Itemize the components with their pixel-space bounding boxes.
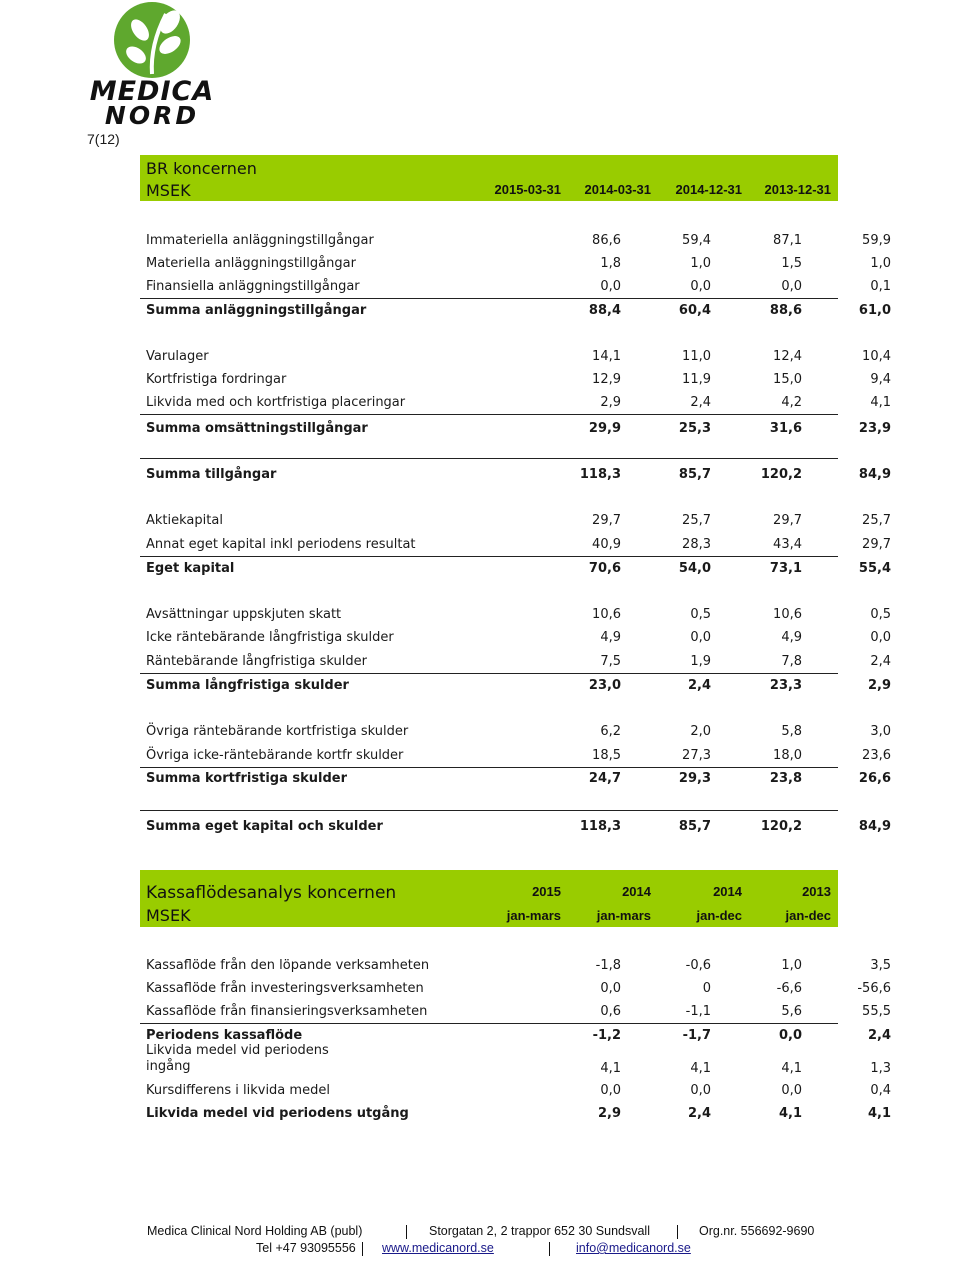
row-value: 1,5 — [781, 256, 802, 271]
table-row — [140, 510, 891, 532]
row-value: 60,4 — [678, 303, 711, 318]
leaf-emblem-icon — [82, 0, 222, 80]
row-value: 2,4 — [687, 1106, 711, 1121]
footer-separator — [406, 1225, 407, 1239]
row-value: 23,9 — [858, 421, 891, 436]
row-label: Kassaflöde från finansieringsverksamheten — [146, 1004, 428, 1019]
row-value: 88,6 — [769, 303, 802, 318]
row-value: 4,1 — [690, 1061, 711, 1076]
table-row — [140, 955, 891, 977]
row-value: 10,4 — [862, 349, 891, 364]
row-label: Räntebärande långfristiga skulder — [146, 654, 367, 669]
balance-col-3: 2014-12-31 — [675, 182, 742, 197]
row-label: Kassaflöde från investeringsverksamheten — [146, 981, 424, 996]
row-value: 54,0 — [678, 561, 711, 576]
row-value: 0,0 — [690, 1083, 711, 1098]
row-value: 59,4 — [682, 233, 711, 248]
row-value: 29,9 — [588, 421, 621, 436]
cashflow-year-3: 2014 — [713, 884, 742, 899]
row-value: 59,9 — [862, 233, 891, 248]
row-value: 1,0 — [690, 256, 711, 271]
row-value: 1,0 — [781, 958, 802, 973]
table-row — [140, 675, 891, 697]
row-value: -6,6 — [776, 981, 802, 996]
row-value: 23,0 — [588, 678, 621, 693]
row-label: Likvida med och kortfristiga placeringar — [146, 395, 406, 410]
row-label: Summa kortfristiga skulder — [146, 771, 348, 786]
row-value: 87,1 — [773, 233, 802, 248]
row-value: 29,3 — [678, 771, 711, 786]
row-value: 0,0 — [600, 981, 621, 996]
table-row — [140, 558, 891, 580]
row-value: 2,4 — [690, 395, 711, 410]
row-label: Kortfristiga fordringar — [146, 372, 287, 387]
cashflow-year-4: 2013 — [802, 884, 831, 899]
row-label: Aktiekapital — [146, 513, 223, 528]
row-value: 14,1 — [592, 349, 621, 364]
balance-col-1: 2015-03-31 — [494, 182, 561, 197]
row-value: 84,9 — [858, 819, 891, 834]
row-value: 0,0 — [781, 1083, 802, 1098]
row-label: Eget kapital — [146, 561, 235, 576]
row-value: 2,4 — [687, 678, 711, 693]
table-row — [140, 627, 891, 649]
row-value: 2,9 — [597, 1106, 621, 1121]
footer-website-link[interactable]: www.medicanord.se — [382, 1241, 494, 1255]
row-value: 0,0 — [870, 630, 891, 645]
balance-col-2: 2014-03-31 — [584, 182, 651, 197]
cashflow-period-1: jan-mars — [506, 908, 561, 923]
table-row — [140, 392, 891, 415]
row-label: Annat eget kapital inkl periodens resultat — [146, 537, 416, 552]
table-row — [140, 978, 891, 1000]
row-value: 120,2 — [760, 467, 802, 482]
row-value: 0,0 — [690, 630, 711, 645]
row-value: 10,6 — [773, 607, 802, 622]
row-value: 1,3 — [870, 1061, 891, 1076]
row-value: 0,0 — [690, 279, 711, 294]
row-value: -1,7 — [682, 1028, 711, 1043]
row-label: Periodens kassaflöde — [146, 1028, 303, 1043]
row-value: 43,4 — [773, 537, 802, 552]
row-value: 18,5 — [592, 748, 621, 763]
row-label: Övriga icke-räntebärande kortfr skulder — [146, 748, 404, 763]
row-value: 4,1 — [867, 1106, 891, 1121]
row-value: 11,9 — [682, 372, 711, 387]
row-value: 3,0 — [870, 724, 891, 739]
divider-line — [140, 810, 838, 811]
row-value: 3,5 — [870, 958, 891, 973]
row-value: 0,5 — [870, 607, 891, 622]
balance-col-4: 2013-12-31 — [764, 182, 831, 197]
row-value: 73,1 — [769, 561, 802, 576]
row-value: 28,3 — [682, 537, 711, 552]
row-value: 1,9 — [690, 654, 711, 669]
row-label: Summa eget kapital och skulder — [146, 819, 383, 834]
row-value: 31,6 — [769, 421, 802, 436]
row-value: 2,4 — [867, 1028, 891, 1043]
row-value: -56,6 — [857, 981, 891, 996]
cashflow-period-3: jan-dec — [696, 908, 742, 923]
row-value: 25,3 — [678, 421, 711, 436]
row-value: 85,7 — [678, 819, 711, 834]
row-value: -0,6 — [685, 958, 711, 973]
balance-sheet-header — [140, 155, 838, 201]
row-value: 11,0 — [682, 349, 711, 364]
logo-text-medica: MEDICA — [89, 76, 215, 107]
row-label: Materiella anläggningstillgångar — [146, 256, 356, 271]
row-value: 88,4 — [588, 303, 621, 318]
cashflow-unit: MSEK — [146, 906, 191, 925]
row-value: 55,4 — [858, 561, 891, 576]
row-label: Avsättningar uppskjuten skatt — [146, 607, 342, 622]
row-value: 0,1 — [870, 279, 891, 294]
row-value: 4,1 — [870, 395, 891, 410]
row-value: 118,3 — [579, 819, 621, 834]
row-label: Icke räntebärande långfristiga skulder — [146, 630, 394, 645]
row-value: -1,2 — [592, 1028, 621, 1043]
logo-text-nord: NORD — [104, 101, 200, 130]
table-row — [140, 816, 891, 838]
row-value: 0,0 — [600, 279, 621, 294]
row-value: 2,0 — [690, 724, 711, 739]
row-value: 9,4 — [870, 372, 891, 387]
row-value: 120,2 — [760, 819, 802, 834]
row-value: 12,9 — [592, 372, 621, 387]
row-value: 4,9 — [600, 630, 621, 645]
row-value: 4,1 — [600, 1061, 621, 1076]
table-row — [140, 464, 891, 486]
row-value: 15,0 — [773, 372, 802, 387]
row-value: 23,6 — [862, 748, 891, 763]
row-value: 0,5 — [690, 607, 711, 622]
row-value: 0,0 — [600, 1083, 621, 1098]
row-label: Immateriella anläggningstillgångar — [146, 233, 374, 248]
row-value: 10,6 — [592, 607, 621, 622]
row-value: 84,9 — [858, 467, 891, 482]
row-value: 25,7 — [682, 513, 711, 528]
row-label: Summa omsättningstillgångar — [146, 421, 368, 436]
table-row — [140, 230, 891, 252]
row-value: -1,1 — [685, 1004, 711, 1019]
row-value: 27,3 — [682, 748, 711, 763]
footer-address: Storgatan 2, 2 trappor 652 30 Sundsvall — [429, 1224, 650, 1238]
divider-line — [140, 458, 838, 459]
cashflow-header — [140, 870, 838, 927]
row-label: Likvida medel vid periodens utgång — [146, 1106, 409, 1121]
row-label: Summa tillgångar — [146, 467, 277, 482]
cashflow-year-2: 2014 — [622, 884, 651, 899]
row-value: 2,9 — [600, 395, 621, 410]
row-label: Summa anläggningstillgångar — [146, 303, 367, 318]
row-value: 12,4 — [773, 349, 802, 364]
row-value: 4,2 — [781, 395, 802, 410]
cashflow-title: Kassaflödesanalys koncernen — [146, 883, 397, 903]
table-row — [140, 651, 891, 674]
row-value: 2,4 — [870, 654, 891, 669]
row-label: Kassaflöde från den löpande verksamheten — [146, 958, 430, 973]
row-value: -1,8 — [595, 958, 621, 973]
row-value: 0,4 — [870, 1083, 891, 1098]
table-row — [140, 534, 891, 557]
cashflow-period-4: jan-dec — [785, 908, 831, 923]
row-value: 29,7 — [592, 513, 621, 528]
row-value: 29,7 — [773, 513, 802, 528]
row-value: 24,7 — [588, 771, 621, 786]
footer-company: Medica Clinical Nord Holding AB (publ) — [147, 1224, 363, 1238]
footer-email-link[interactable]: info@medicanord.se — [576, 1241, 691, 1255]
table-row — [140, 346, 891, 368]
cashflow-period-2: jan-mars — [596, 908, 651, 923]
row-value: 5,6 — [781, 1004, 802, 1019]
table-row — [140, 418, 891, 440]
row-value: 29,7 — [862, 537, 891, 552]
row-value: 0 — [702, 981, 711, 996]
row-value: 70,6 — [588, 561, 621, 576]
table-row — [140, 1080, 891, 1102]
table-row — [140, 276, 891, 299]
row-value: 0,0 — [781, 279, 802, 294]
row-value: 6,2 — [600, 724, 621, 739]
row-value: 55,5 — [862, 1004, 891, 1019]
row-value: 5,8 — [781, 724, 802, 739]
row-value: 18,0 — [773, 748, 802, 763]
row-value: 4,1 — [781, 1061, 802, 1076]
table-row — [140, 721, 891, 743]
row-value: 4,1 — [778, 1106, 802, 1121]
row-value: 61,0 — [858, 303, 891, 318]
table-row — [140, 768, 891, 790]
page-footer — [0, 1224, 960, 1258]
page-number: 7(12) — [87, 131, 120, 147]
row-value: 1,0 — [870, 256, 891, 271]
row-value: 118,3 — [579, 467, 621, 482]
row-value: 23,3 — [769, 678, 802, 693]
balance-title: BR koncernen — [146, 159, 257, 178]
row-value: 25,7 — [862, 513, 891, 528]
table-row — [140, 300, 891, 322]
row-value: 1,8 — [600, 256, 621, 271]
table-row — [140, 745, 891, 768]
company-logo — [82, 0, 222, 130]
row-label: Likvida medel vid periodens ingång — [146, 1043, 329, 1074]
row-value: 2,9 — [867, 678, 891, 693]
row-label: Övriga räntebärande kortfristiga skulder — [146, 724, 409, 739]
table-row — [140, 1043, 891, 1079]
row-value: 7,8 — [781, 654, 802, 669]
row-value: 0,0 — [778, 1028, 802, 1043]
footer-separator — [549, 1242, 550, 1256]
table-row — [140, 604, 891, 626]
table-row — [140, 1001, 891, 1024]
table-row — [140, 1103, 891, 1125]
row-value: 40,9 — [592, 537, 621, 552]
row-value: 0,6 — [600, 1004, 621, 1019]
row-value: 85,7 — [678, 467, 711, 482]
row-value: 86,6 — [592, 233, 621, 248]
row-label: Varulager — [146, 349, 209, 364]
footer-separator — [677, 1225, 678, 1239]
table-row — [140, 253, 891, 275]
row-label: Kursdifferens i likvida medel — [146, 1083, 330, 1098]
row-label: Finansiella anläggningstillgångar — [146, 279, 360, 294]
row-value: 23,8 — [769, 771, 802, 786]
row-value: 4,9 — [781, 630, 802, 645]
footer-orgnr: Org.nr. 556692-9690 — [699, 1224, 815, 1238]
balance-unit: MSEK — [146, 181, 191, 200]
row-value: 7,5 — [600, 654, 621, 669]
footer-separator — [362, 1242, 363, 1256]
cashflow-year-1: 2015 — [532, 884, 561, 899]
table-row — [140, 369, 891, 391]
row-value: 26,6 — [858, 771, 891, 786]
row-label: Summa långfristiga skulder — [146, 678, 349, 693]
footer-phone: Tel +47 93095556 — [256, 1241, 356, 1255]
